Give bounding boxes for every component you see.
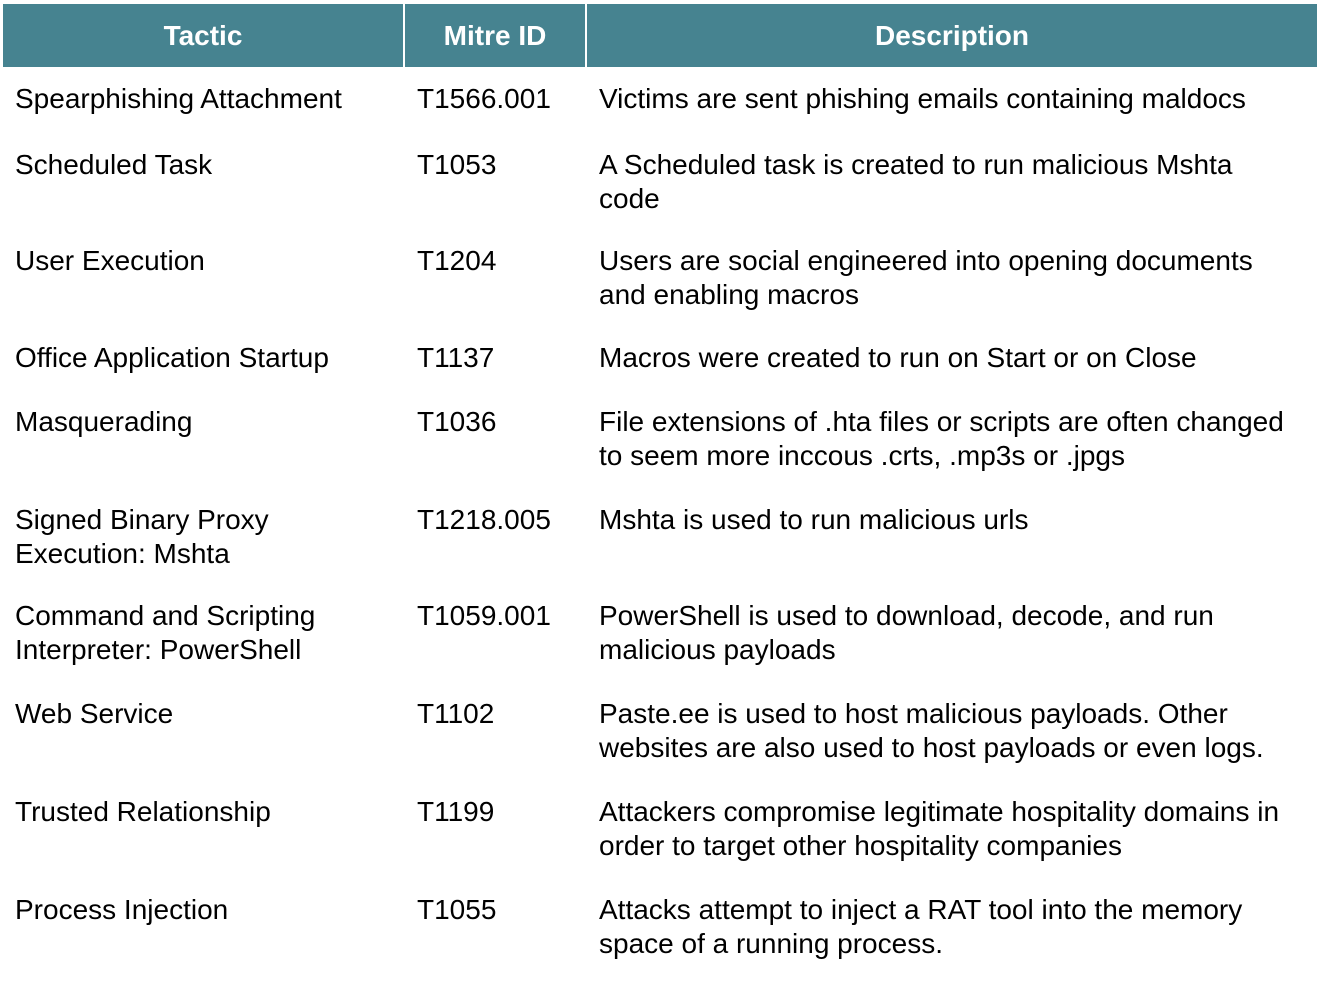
table-row xyxy=(3,878,1317,968)
mitre-id-cell: T1102 xyxy=(417,698,495,729)
mitre-id-cell: T1055 xyxy=(417,894,497,925)
tactic-cell: Web Service xyxy=(15,698,174,729)
mitre-id-cell: T1059.001 xyxy=(417,600,551,631)
mitre-id-cell: T1053 xyxy=(417,149,497,180)
tactic-cell: Office Application Startup xyxy=(15,342,329,373)
mitre-table-container xyxy=(3,4,1317,968)
mitre-id-cell: T1204 xyxy=(417,245,497,276)
header-mitre-id: Mitre ID xyxy=(404,4,586,67)
table-header xyxy=(3,4,1317,67)
description-cell: Mshta is used to run malicious urls xyxy=(599,504,1029,535)
table-row xyxy=(3,228,1317,326)
description-cell: Attackers compromise legitimate hospitality domains in order to target other hospitality companies xyxy=(599,796,1280,861)
table-row xyxy=(3,682,1317,780)
tactic-cell: Masquerading xyxy=(15,406,193,437)
description-cell: Paste.ee is used to host malicious payloads. Other websites are also used to host payloads or even logs. xyxy=(599,698,1264,763)
mitre-id-cell: T1566.001 xyxy=(417,83,551,114)
description-cell: Attacks attempt to inject a RAT tool into the memory space of a running process. xyxy=(599,894,1243,959)
header-row xyxy=(3,4,1317,67)
tactic-cell: Signed Binary Proxy Execution: Mshta xyxy=(15,504,269,569)
table-row xyxy=(3,780,1317,878)
tactic-cell: Process Injection xyxy=(15,894,229,925)
description-cell: A Scheduled task is created to run malicious Mshta code xyxy=(599,149,1233,214)
description-cell: Macros were created to run on Start or on Close xyxy=(599,342,1197,373)
table-body xyxy=(3,67,1317,968)
mitre-id-cell: T1218.005 xyxy=(417,504,551,535)
table-row xyxy=(3,67,1317,132)
tactic-cell: Trusted Relationship xyxy=(15,796,271,827)
table-row xyxy=(3,390,1317,488)
header-description: Description xyxy=(586,4,1317,67)
mitre-id-cell: T1137 xyxy=(417,342,495,373)
tactic-cell: Spearphishing Attachment xyxy=(15,83,342,114)
description-cell: Users are social engineered into opening documents and enabling macros xyxy=(599,245,1253,310)
description-cell: File extensions of .hta files or scripts are often changed to seem more inccous .crts, .mp3s or .jpgs xyxy=(599,406,1284,471)
table-row xyxy=(3,326,1317,390)
mitre-tactics-table xyxy=(3,4,1317,968)
tactic-cell: Command and Scripting Interpreter: PowerShell xyxy=(15,600,316,665)
table-row xyxy=(3,132,1317,228)
description-cell: PowerShell is used to download, decode, and run malicious payloads xyxy=(599,600,1214,665)
tactic-cell: User Execution xyxy=(15,245,205,276)
header-tactic: Tactic xyxy=(3,4,404,67)
mitre-id-cell: T1199 xyxy=(417,796,495,827)
tactic-cell: Scheduled Task xyxy=(15,149,213,180)
description-cell: Victims are sent phishing emails containing maldocs xyxy=(599,83,1246,114)
mitre-id-cell: T1036 xyxy=(417,406,497,437)
table-row xyxy=(3,488,1317,584)
table-row xyxy=(3,584,1317,682)
